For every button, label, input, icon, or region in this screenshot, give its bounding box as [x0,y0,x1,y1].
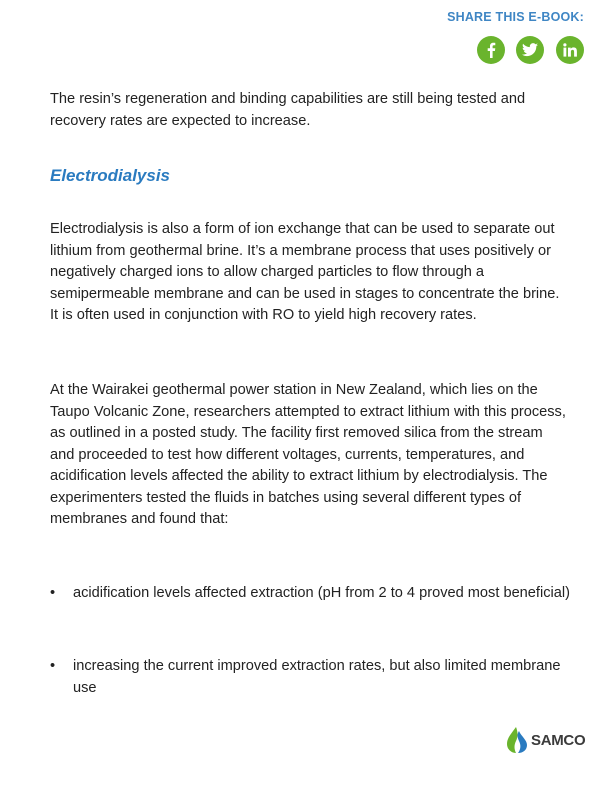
bullet-item [50,656,570,699]
samco-droplet-icon [506,726,528,754]
paragraph-electrodialysis-definition: Electrodialysis is also a form of ion exchange that can be used to separate out lithium from geothermal brine. It’s a membrane process that uses positively or negatively charged ions to allow charged particles to flow through a semipermeable membrane and can be used in stages to concentrate the brine. It is often used in conjunction with RO to yield high recovery rates. [50,221,560,323]
linkedin-icon [563,43,577,57]
twitter-share-button[interactable] [516,36,544,64]
bullet-symbol: • [50,658,56,674]
intro-paragraph: The resin’s regeneration and binding capabilities are still being tested and recovery rates are expected to increase. [50,91,526,129]
linkedin-share-button[interactable] [556,36,584,64]
section-heading: Electrodialysis [50,166,171,185]
facebook-share-button[interactable] [477,36,505,64]
facebook-icon [484,42,498,58]
paragraph-wairakei-study: At the Wairakei geothermal power station in New Zealand, which lies on the Taupo Volcanic Zone, researchers attempted to extract lithium with this process, as outlined in a posted study. The facility first removed silica from the stream and proceeded to test how different voltages, currents, temperatures, and acidification levels affected the ability to extract lithium by electrodialysis. The experimenters tested the fluids in batches using several different types of membranes and found that: [50,382,566,527]
bullet-item [50,583,570,605]
share-title: SHARE THIS E-BOOK: [447,10,584,24]
bullet-text: increasing the current improved extraction rates, but also limited membrane use [73,658,561,696]
bullet-symbol: • [50,585,56,601]
twitter-icon [522,43,538,57]
samco-logo-text: SAMCO [531,731,586,749]
samco-logo [506,726,585,754]
bullet-text: acidification levels affected extraction (pH from 2 to 4 proved most beneficial) [73,585,570,601]
